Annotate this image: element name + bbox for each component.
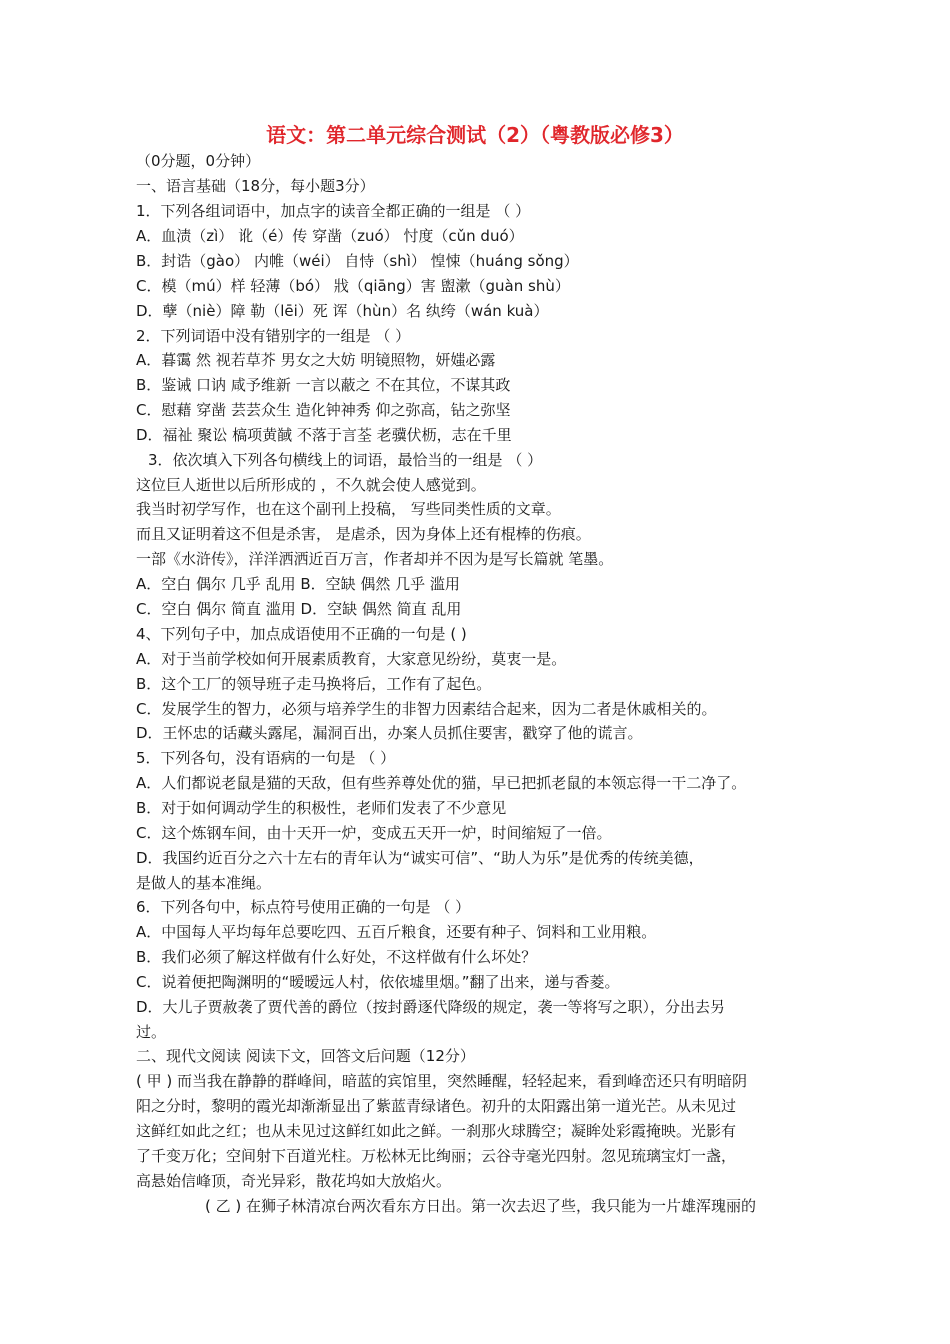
question-stem: 6．下列各句中，标点符号使用正确的一句是 （ ） (136, 898, 471, 916)
answer-option: D．王怀忠的话藏头露尾，漏洞百出，办案人员抓住要害，戳穿了他的谎言。 (136, 724, 643, 742)
answer-option: A．空白 偶尔 几乎 乱用 B．空缺 偶然 几乎 滥用 (136, 575, 460, 593)
section-heading: 二、现代文阅读 阅读下文，回答文后问题（12分） (136, 1047, 475, 1065)
reading-passage: ( 乙 ) 在狮子林清凉台两次看东方日出。第一次去迟了些，我只能为一片雄浑瑰丽的 (205, 1197, 757, 1215)
answer-option: A．对于当前学校如何开展素质教育，大家意见纷纷，莫衷一是。 (136, 650, 567, 668)
answer-option: C．发展学生的智力，必须与培养学生的非智力因素结合起来，因为二者是休戚相关的。 (136, 700, 717, 718)
reading-passage: 高悬始信峰顶，奇光异彩，散花坞如大放焰火。 (136, 1172, 452, 1190)
question-stem: 3．依次填入下列各句横线上的词语，最恰当的一组是 （ ） (148, 451, 543, 469)
answer-option: C．模（mú）样 轻薄（bó） 戕（qiāng）害 盥漱（guàn shù） (136, 277, 570, 295)
answer-option: D．福祉 聚讼 槁项黄馘 不落于言荃 老骥伏枥，志在千里 (136, 426, 512, 444)
answer-option: C．这个炼钢车间，由十天开一炉，变成五天开一炉，时间缩短了一倍。 (136, 824, 612, 842)
question-stem: 2．下列词语中没有错别字的一组是 （ ） (136, 327, 411, 345)
answer-option: C．说着便把陶渊明的“暧暧远人村，依依墟里烟。”翻了出来，递与香菱。 (136, 973, 620, 991)
answer-option: A．人们都说老鼠是猫的天敌，但有些养尊处优的猫，早已把抓老鼠的本领忘得一干二净了。 (136, 774, 747, 792)
answer-option: B．对于如何调动学生的积极性，老师们发表了不少意见 (136, 799, 507, 817)
text-line: 一部《水浒传》，洋洋洒洒近百万言，作者却并不因为是写长篇就 笔墨。 (136, 550, 614, 568)
section-heading: 一、语言基础（18分，每小题3分） (136, 177, 375, 195)
text-line: 是做人的基本准绳。 (136, 874, 272, 892)
reading-passage: 这鲜红如此之红；也从未见过这鲜红如此之鲜。一刹那火球腾空；凝眸处彩霞掩映。光影有 (136, 1122, 737, 1140)
answer-option: A．血渍（zì） 讹（é）传 穿凿（zuó） 忖度（cǔn duó） (136, 227, 524, 245)
question-stem: 4、下列句子中，加点成语使用不正确的一句是 ( ) (136, 625, 467, 643)
text-line: （0分题，0分钟） (136, 152, 261, 170)
answer-option: A．暮霭 然 视若草芥 男女之大妨 明镜照物，妍媸必露 (136, 351, 496, 369)
question-stem: 5．下列各句，没有语病的一句是 （ ） (136, 749, 396, 767)
reading-passage: 阳之分时，黎明的霞光却渐渐显出了紫蓝青绿诸色。初升的太阳露出第一道光芒。从未见过 (136, 1097, 737, 1115)
question-stem: 1．下列各组词语中，加点字的读音全都正确的一组是 （ ） (136, 202, 531, 220)
answer-option: C．空白 偶尔 简直 滥用 D．空缺 偶然 简直 乱用 (136, 600, 462, 618)
answer-option: D．我国约近百分之六十左右的青年认为“诚实可信”、“助人为乐”是优秀的传统美德， (136, 849, 704, 867)
reading-passage: ( 甲 ) 而当我在静静的群峰间，暗蓝的宾馆里，突然睡醒，轻轻起来，看到峰峦还只有明暗阴 (136, 1072, 748, 1090)
answer-option: A．中国每人平均每年总要吃四、五百斤粮食，还要有种子、饲料和工业用粮。 (136, 923, 657, 941)
answer-option: B．我们必须了解这样做有什么好处，不这样做有什么坏处？ (136, 948, 537, 966)
reading-passage: 了千变万化；空间射下百道光柱。万松林无比绚丽；云谷寺毫光四射。忽见琉璃宝灯一盏， (136, 1147, 737, 1165)
answer-option: D．孽（niè）障 勒（lēi）死 诨（hùn）名 纨绔（wán kuà） (136, 302, 549, 320)
text-line: 而且又证明着这不但是杀害， 是虐杀，因为身体上还有棍棒的伤痕。 (136, 525, 591, 543)
answer-option: B．封诰（gào） 内帷（wéi） 自恃（shì） 惶悚（huáng sǒng） (136, 252, 579, 270)
answer-option: C．慰藉 穿凿 芸芸众生 造化钟神秀 仰之弥高，钻之弥坚 (136, 401, 511, 419)
text-line: 过。 (136, 1023, 167, 1041)
text-line: 我当时初学写作，也在这个副刊上投稿， 写些同类性质的文章。 (136, 500, 561, 518)
document-title: 语文：第二单元综合测试（2）（粤教版必修3） (266, 123, 684, 147)
answer-option: D．大儿子贾赦袭了贾代善的爵位（按封爵逐代降级的规定，袭一等将写之职），分出去另 (136, 998, 726, 1016)
answer-option: B．这个工厂的领导班子走马换将后，工作有了起色。 (136, 675, 492, 693)
answer-option: B．鉴诫 口讷 咸予维新 一言以蔽之 不在其位，不谋其政 (136, 376, 511, 394)
text-line: 这位巨人逝世以后所形成的 ，不久就会使人感觉到。 (136, 476, 486, 494)
